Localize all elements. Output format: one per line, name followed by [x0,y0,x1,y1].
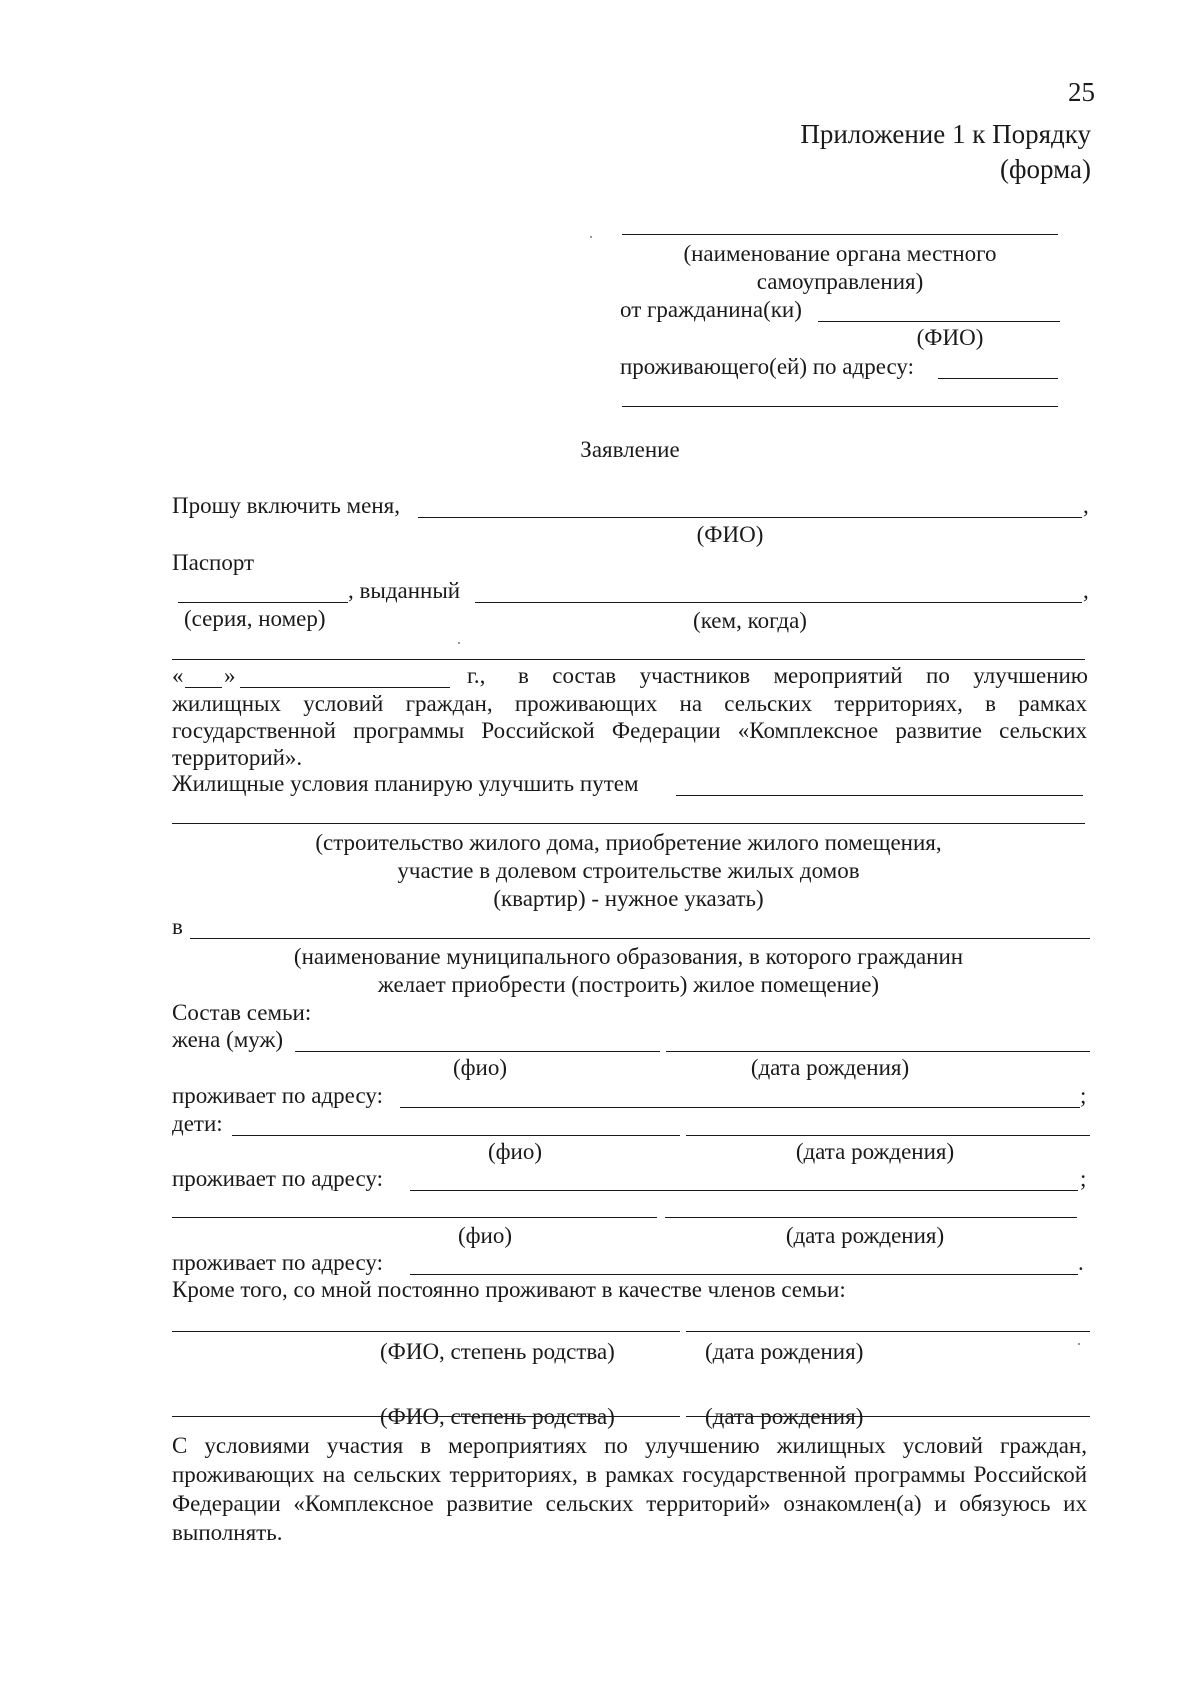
improvement-method-field[interactable] [676,771,1083,797]
applicant-fio-comma: , [1083,493,1089,518]
child1-address-label: проживает по адресу: [172,1166,383,1191]
spouse-birthdate-caption: (дата рождения) [750,1055,910,1080]
child2-birthdate-caption: (дата рождения) [785,1223,945,1248]
passport-issued-label: , выданный [348,578,461,603]
authority-caption-line1: (наименование органа местного [683,241,997,266]
child1-address-semicolon: ; [1080,1166,1087,1191]
acknowledgement-paragraph: С условиями участия в мероприятиях по улучшению жилищных условий граждан, проживающих на сельских территориях, в рамках государственной программы Российской Федерации «Комплексное развитие сельских территорий» ознакомлен(а) и обязуюсь их выполнять. [172,1433,1087,1545]
municipality-caption-line2: желает приобрести (построить) жилое помещение) [377,972,880,997]
member1-birthdate-caption: (дата рождения) [705,1339,864,1364]
applicant-fio-caption: (ФИО) [696,522,764,547]
date-quote-open: « [172,663,184,688]
citizen-fio-field[interactable] [818,297,1060,323]
passport-series-caption: (серия, номер) [184,606,326,631]
residing-address-label: проживающего(ей) по адресу: [620,354,914,379]
improvement-method-label: Жилищные условия планирую улучшить путем [172,771,639,796]
scan-speck [1078,1343,1080,1345]
page-number: 25 [1068,77,1095,107]
child1-fio-caption: (фио) [487,1139,543,1164]
passport-label: Паспорт [172,550,255,575]
child1-birthdate-caption: (дата рождения) [795,1139,955,1164]
child1-fio-field[interactable] [232,1111,680,1137]
member2-birthdate-caption: (дата рождения) [705,1404,864,1429]
child1-birthdate-field[interactable] [686,1111,1090,1137]
member1-birthdate-field[interactable] [686,1307,1090,1333]
applicant-fio-field[interactable] [418,493,1082,519]
spouse-address-semicolon: ; [1080,1083,1087,1108]
appendix-title: Приложение 1 к Порядку [800,119,1091,149]
date-quote-close: » [224,663,236,688]
passport-issuer-comma: , [1083,578,1089,603]
scan-speck [458,642,460,644]
program-paragraph: жилищных условий граждан, проживающих на сельских территориях, в рамках государственной программы Российской Федерации «Комплексное развитие сельских территорий». [172,691,1087,770]
municipality-field[interactable] [190,914,1090,940]
improvement-method-field-2[interactable] [172,799,1085,825]
passport-series-field[interactable] [178,578,348,604]
passport-issuer-field-2[interactable] [172,635,1085,661]
residing-address-field-2[interactable] [622,382,1058,408]
spouse-fio-field[interactable] [295,1027,660,1053]
child2-address-field[interactable] [410,1250,1078,1276]
spouse-address-label: проживает по адресу: [172,1083,383,1108]
from-citizen-label: от гражданина(ки) [620,297,802,322]
children-label: дети: [172,1111,223,1136]
authority-name-field[interactable] [622,210,1058,236]
improvement-caption-line2: участие в долевом строительстве жилых домов [397,858,860,883]
passport-issuer-caption: (кем, когда) [693,608,807,633]
member1-fio-caption: (ФИО, степень родства) [380,1339,615,1364]
member1-fio-field[interactable] [172,1307,680,1333]
passport-issuer-field[interactable] [475,578,1082,604]
document-title: Заявление [580,437,680,462]
child2-address-label: проживает по адресу: [172,1250,383,1275]
spouse-address-field[interactable] [400,1083,1080,1109]
family-heading: Состав семьи: [172,1000,312,1025]
spouse-fio-caption: (фио) [452,1055,508,1080]
appendix-form-label: (форма) [1000,154,1091,184]
improvement-caption-line1: (строительство жилого дома, приобретение жилого помещения, [315,830,942,855]
request-label: Прошу включить меня, [172,493,400,518]
child2-address-period: . [1078,1250,1084,1275]
spouse-label: жена (муж) [172,1027,284,1052]
municipality-in-label: в [172,914,183,939]
additional-members-intro: Кроме того, со мной постоянно проживают в качестве членов семьи: [172,1277,846,1302]
date-year-suffix: г., [467,663,486,688]
date-day-field[interactable] [185,663,222,689]
child1-address-field[interactable] [410,1166,1078,1192]
child2-fio-field[interactable] [172,1193,657,1219]
improvement-caption-line3: (квартир) - нужное указать) [493,886,764,911]
residing-address-field[interactable] [938,354,1058,380]
scan-speck [590,236,592,238]
spouse-birthdate-field[interactable] [666,1027,1090,1053]
citizen-fio-caption: (ФИО) [916,325,984,350]
child2-birthdate-field[interactable] [665,1193,1077,1219]
member2-fio-caption: (ФИО, степень родства) [380,1404,615,1429]
municipality-caption-line1: (наименование муниципального образования, в которого гражданин [293,944,964,969]
date-month-year-field[interactable] [240,663,450,689]
program-intro-text: в состав участников мероприятий по улучшению [518,663,1088,688]
authority-caption-line2: самоуправления) [756,269,924,294]
child2-fio-caption: (фио) [457,1223,513,1248]
